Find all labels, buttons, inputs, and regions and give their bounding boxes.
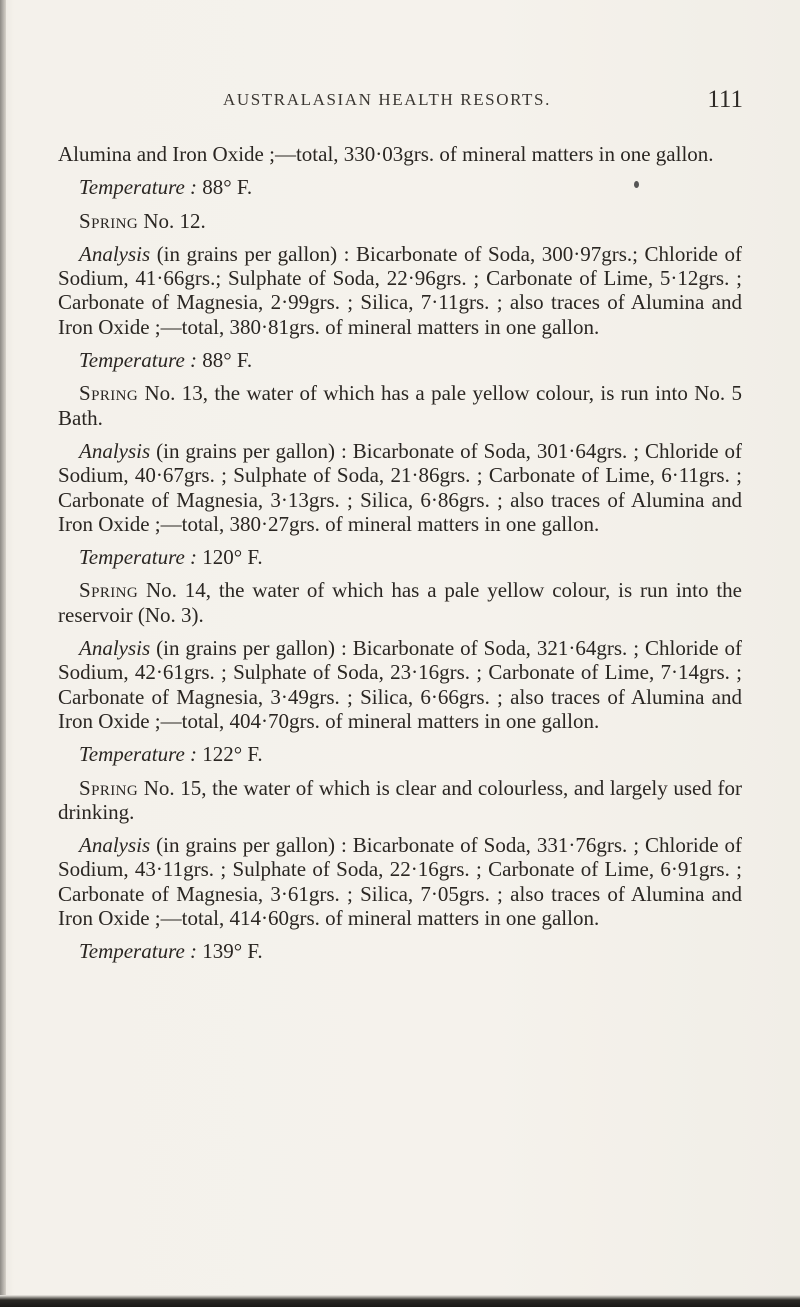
spring-label: Spring	[79, 208, 139, 233]
spring-14-intro	[58, 578, 742, 627]
temperature-label: Temperature :	[79, 175, 198, 200]
page-left-edge	[0, 0, 6, 1307]
analysis-label: Analysis	[79, 241, 151, 266]
paragraph-continuation: Alumina and Iron Oxide ;—total, 330·03grs. of mineral matters in one gallon.	[58, 142, 714, 166]
temperature-value: 139° F.	[202, 939, 263, 964]
spring-number: No. 12.	[143, 208, 206, 233]
running-head: AUSTRALASIAN HEALTH RESORTS.	[223, 90, 551, 109]
analysis-label: Analysis	[79, 636, 151, 661]
temperature-value: 122° F.	[202, 742, 263, 767]
spring-13-analysis	[58, 439, 742, 536]
page-header	[223, 86, 743, 116]
spring-label: Spring	[79, 578, 139, 603]
spring-12-heading	[58, 209, 742, 233]
temperature-line	[58, 348, 742, 372]
spring-15-analysis	[58, 833, 742, 930]
spring-label: Spring	[79, 775, 139, 800]
page-bottom-edge	[0, 1295, 800, 1307]
analysis-label: Analysis	[79, 438, 151, 463]
page-body	[58, 142, 742, 973]
spring-intro-text: No. 15, the water of which is clear and colourless, and largely used for drinking.	[58, 775, 743, 824]
spring-intro-text: No. 14, the water of which has a pale yellow colour, is run into the reservoir (No. 3).	[58, 578, 742, 627]
temperature-label: Temperature :	[79, 545, 198, 570]
temperature-value: 88° F.	[202, 175, 253, 200]
temperature-label: Temperature :	[79, 742, 198, 767]
temperature-line	[58, 545, 742, 569]
spring-intro-text: No. 13, the water of which has a pale yellow colour, is run into No. 5 Bath.	[58, 381, 743, 430]
temperature-line	[58, 175, 742, 199]
temperature-line	[58, 939, 742, 963]
temperature-line	[58, 742, 742, 766]
temperature-label: Temperature :	[79, 939, 198, 964]
spring-label: Spring	[79, 381, 139, 406]
spring-14-analysis	[58, 636, 742, 733]
analysis-text: (in grains per gallon) : Bicarbonate of Soda, 301·64grs. ; Chloride of Sodium, 40·67grs. ; Sulphate of Soda, 21·86grs. ; Carbonate of Lime, 6·11grs. ; Carbonate of Magnesia, 3·13grs. ; Silica, 6·86grs. ; also traces of Alumina and Iron Oxide ;—total, 380·27grs. of mineral matters in one gallon.	[58, 438, 742, 536]
spring-13-intro	[58, 381, 742, 430]
spring-12-analysis	[58, 242, 742, 339]
analysis-text: (in grains per gallon) : Bicarbonate of Soda, 321·64grs. ; Chloride of Sodium, 42·61grs. ; Sulphate of Soda, 23·16grs. ; Carbonate of Lime, 7·14grs. ; Carbonate of Magnesia, 3·49grs. ; Silica, 6·66grs. ; also traces of Alumina and Iron Oxide ;—total, 404·70grs. of mineral matters in one gallon.	[58, 636, 742, 733]
spring-15-intro	[58, 776, 742, 825]
analysis-text: (in grains per gallon) : Bicarbonate of Soda, 300·97grs.; Chloride of Sodium, 41·66grs.; Sulphate of Soda, 22·96grs. ; Carbonate of Lime, 5·12grs. ; Carbonate of Magnesia, 2·99grs. ; Silica, 7·11grs. ; also traces of Alumina and Iron Oxide ;—total, 380·81grs. of mineral matters in one gallon.	[58, 241, 743, 339]
analysis-text: (in grains per gallon) : Bicarbonate of Soda, 331·76grs. ; Chloride of Sodium, 43·11grs. ; Sulphate of Soda, 22·16grs. ; Carbonate of Lime, 6·91grs. ; Carbonate of Magnesia, 3·61grs. ; Silica, 7·05grs. ; also traces of Alumina and Iron Oxide ;—total, 414·60grs. of mineral matters in one gallon.	[58, 833, 742, 931]
analysis-label: Analysis	[79, 833, 151, 858]
temperature-label: Temperature :	[79, 348, 198, 373]
temperature-value: 88° F.	[202, 348, 253, 373]
temperature-value: 120° F.	[202, 545, 263, 570]
page-number: 111	[707, 86, 743, 113]
